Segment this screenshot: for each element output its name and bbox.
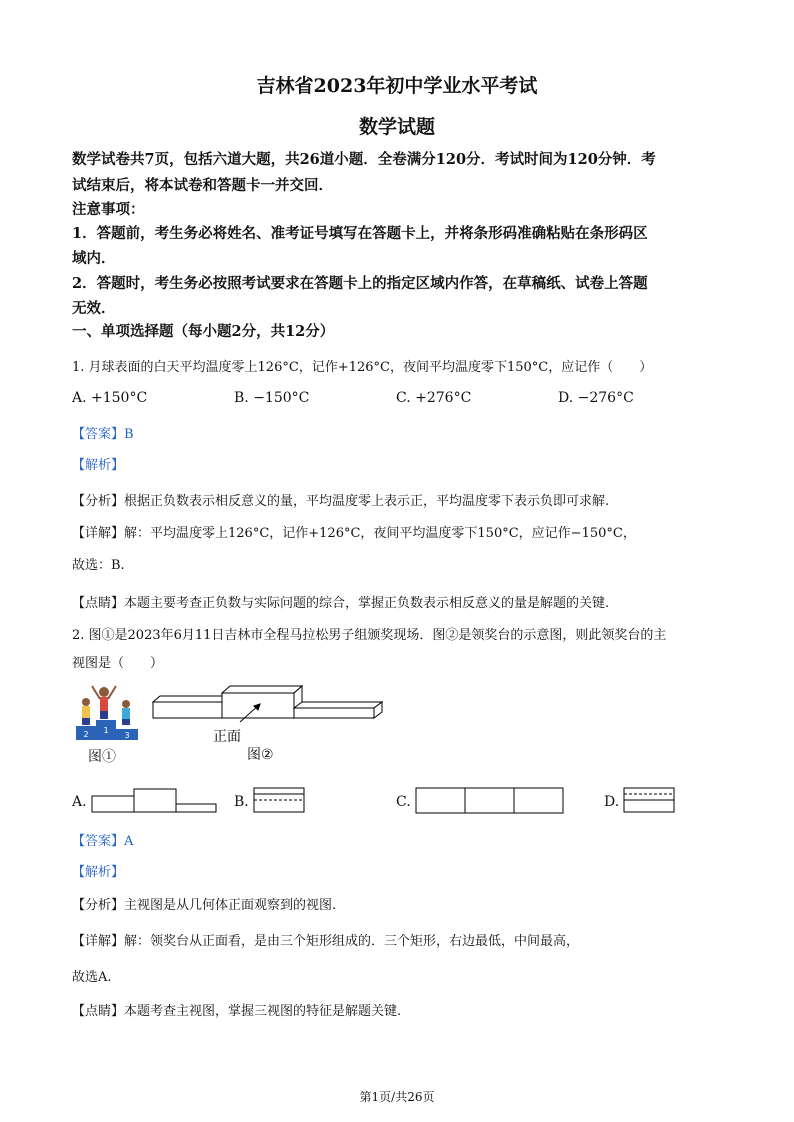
q2-answer: 【答案】A — [72, 834, 134, 849]
q2-option-d-figure — [622, 786, 678, 814]
page-title: 吉林省2023年初中学业水平考试 — [256, 75, 538, 97]
notice-2-line-2: 无效． — [72, 300, 116, 317]
q1-comment: 【点睛】本题主要考查正负数与实际问题的综合，掌握正负数表示相反意义的量是解题的关键. — [72, 596, 610, 611]
notice-1-line-2: 域内． — [72, 250, 116, 267]
intro-line-1: 数学试卷共7页，包括六道大题，共26道小题．全卷满分120分．考试时间为120分钟．考 — [72, 151, 656, 168]
section-heading-1: 一、单项选择题（每小题2分，共12分） — [72, 323, 335, 340]
q2-jiexi: 【解析】 — [72, 865, 125, 880]
q1-answer: 【答案】B — [72, 427, 134, 442]
q1-option-a: A. +150°C — [72, 390, 148, 406]
notice-heading: 注意事项： — [72, 201, 145, 218]
q1-option-c: C. +276°C — [396, 390, 472, 406]
q1-option-b: B. −150°C — [234, 390, 310, 406]
page-subtitle: 数学试题 — [358, 116, 435, 138]
q2-option-c-figure — [414, 786, 568, 816]
q2-detail: 【详解】解：领奖台从正面看，是由三个矩形组成的．三个矩形，右边最低，中间最高， — [72, 934, 580, 949]
q2-comment: 【点睛】本题考查主视图，掌握三视图的特征是解题关键. — [72, 1004, 402, 1019]
q2-choice: 故选A. — [72, 970, 112, 985]
podium-schematic-figure — [150, 682, 386, 746]
intro-line-2: 试结束后，将本试卷和答题卡一并交回． — [72, 177, 333, 194]
q1-analysis: 【分析】根据正负数表示相反意义的量，平均温度零上表示正，平均温度零下表示负即可求解. — [72, 494, 610, 509]
podium-photo-figure — [72, 680, 144, 742]
podium-number-3: 3 — [124, 731, 130, 740]
q1-stem: 1. 月球表面的白天平均温度零上126°C，记作+126°C，夜间平均温度零下150°C，应记作（ ） — [72, 360, 653, 375]
q2-option-b-figure — [252, 786, 308, 814]
notice-1-line-1: 1．答题前，考生务必将姓名、准考证号填写在答题卡上，并将条形码准确粘贴在条形码区 — [72, 225, 648, 242]
page-footer: 第1页/共26页 — [359, 1090, 435, 1104]
q2-analysis: 【分析】主视图是从几何体正面观察到的视图. — [72, 898, 337, 913]
podium-number-2: 2 — [83, 730, 89, 739]
figure-2-label: 图② — [247, 747, 274, 763]
q2-option-c-label: C. — [396, 794, 411, 810]
q2-option-d-label: D. — [604, 794, 620, 810]
notice-2-line-1: 2．答题时，考生务必按照考试要求在答题卡上的指定区域内作答，在草稿纸、试卷上答题 — [72, 275, 648, 292]
front-face-label: 正面 — [213, 729, 241, 745]
figure-1-label: 图① — [88, 749, 116, 765]
q2-stem-line-1: 2. 图①是2023年6月11日吉林市全程马拉松男子组颁奖现场．图②是领奖台的示意图，则此领奖台的主 — [72, 628, 667, 643]
podium-number-1: 1 — [103, 726, 109, 735]
q2-option-a-label: A. — [72, 794, 87, 810]
q1-detail: 【详解】解：平均温度零上126°C，记作+126°C，夜间平均温度零下150°C，应记作−150°C， — [72, 526, 636, 541]
q2-stem-line-2: 视图是（ ） — [72, 656, 164, 671]
q2-option-b-label: B. — [234, 794, 249, 810]
q1-option-d: D. −276°C — [558, 390, 634, 406]
q1-jiexi: 【解析】 — [72, 458, 125, 473]
q1-choice: 故选：B. — [72, 558, 125, 573]
q2-option-a-figure — [90, 788, 220, 814]
